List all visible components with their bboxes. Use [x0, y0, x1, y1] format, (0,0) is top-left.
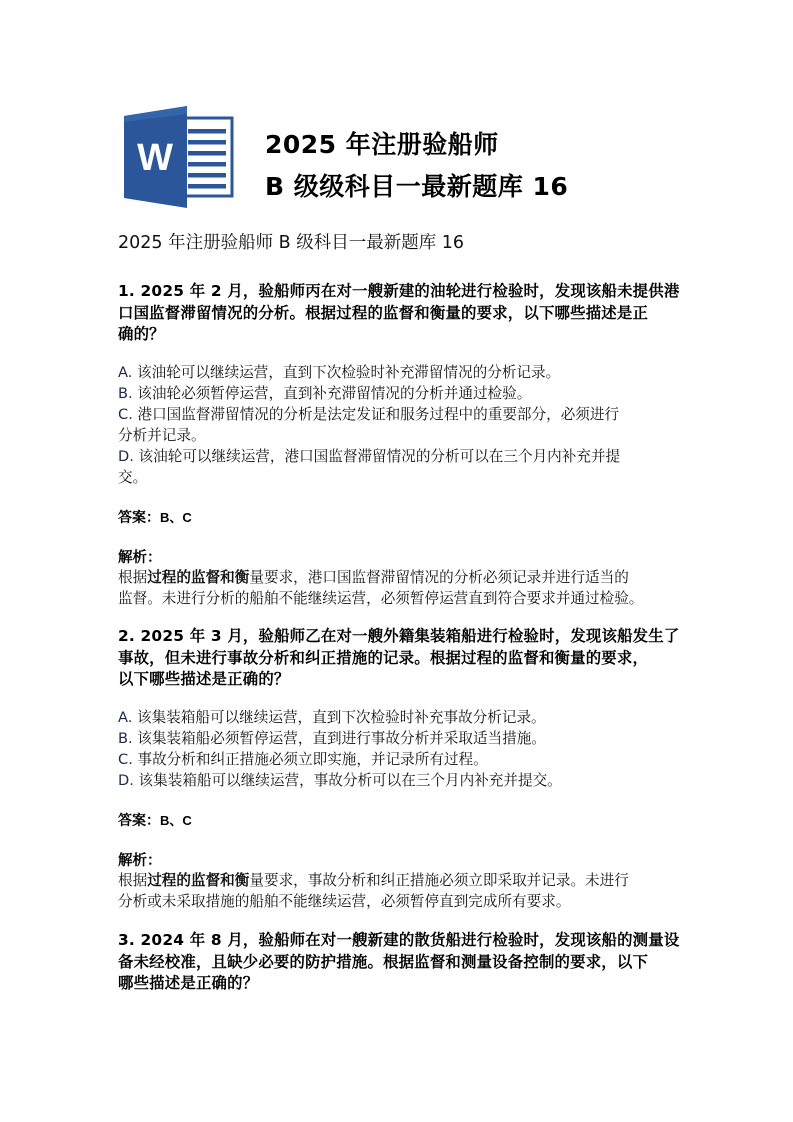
option-c — [118, 404, 619, 425]
option-text: 该集装箱船可以继续运营，直到下次检验时补充事故分析记录。 — [137, 709, 546, 726]
question-stem-line: 备未经校准，且缺少必要的防护措施。根据监督和测量设备控制的要求，以下 — [118, 953, 649, 971]
option-text: 该油轮必须暂停运营，直到补充滞留情况的分析并通过检验。 — [137, 385, 532, 402]
answer-label: 答案： — [118, 813, 160, 829]
explanation-label: 解析： — [118, 550, 162, 566]
option-text: 该集装箱船可以继续运营，事故分析可以在三个月内补充并提交。 — [138, 772, 562, 789]
option-letter: A. — [118, 364, 133, 381]
question-stem-line: 口国监督滞留情况的分析。根据过程的监督和衡量的要求，以下哪些描述是正 — [118, 304, 649, 322]
explanation-emphasis: 过程的监督和衡 — [147, 569, 250, 586]
question-stem-line: 确的？ — [118, 325, 165, 343]
document-title-line-2: B 级级科目一最新题库 16 — [265, 172, 569, 201]
explanation-line-1 — [118, 870, 629, 891]
option-b — [118, 383, 531, 404]
option-letter: A. — [118, 709, 133, 726]
option-d — [118, 770, 562, 791]
explanation-emphasis: 过程的监督和衡 — [147, 872, 250, 889]
option-d — [118, 446, 620, 467]
question-stem-line: 3. 2024 年 8 月，验船师在对一艘新建的散货船进行检验时，发现该船的测量设 — [118, 931, 680, 949]
option-text: 该集装箱船必须暂停运营，直到进行事故分析并采取适当措施。 — [137, 730, 546, 747]
question-stem-line: 哪些描述是正确的？ — [118, 974, 259, 992]
option-letter: D. — [118, 448, 134, 465]
explanation-text: 量要求，港口国监督滞留情况的分析必须记录并进行适当的 — [249, 569, 629, 586]
word-document-icon — [124, 106, 234, 208]
answer-value: B、C — [160, 813, 192, 828]
explanation-line-2: 分析或未采取措施的船舶不能继续运营，必须暂停直到完成所有要求。 — [118, 893, 571, 910]
option-letter: B. — [118, 730, 133, 747]
explanation-line-1 — [118, 567, 629, 588]
option-text: 事故分析和纠正措施必须立即实施，并记录所有过程。 — [137, 751, 488, 768]
option-c — [118, 749, 488, 770]
document-title-line-1: 2025 年注册验船师 — [265, 130, 499, 159]
document-subtitle: 2025 年注册验船师 B 级科目一最新题库 16 — [118, 233, 465, 253]
answer-label: 答案： — [118, 510, 160, 526]
option-c-continued: 分析并记录。 — [118, 427, 206, 444]
explanation-line-2: 监督。未进行分析的船舶不能继续运营，必须暂停运营直到符合要求并通过检验。 — [118, 590, 644, 607]
explanation-text: 量要求，事故分析和纠正措施必须立即采取并记录。未进行 — [249, 872, 629, 889]
question-stem-line: 2. 2025 年 3 月，验船师乙在对一艘外籍集装箱船进行检验时，发现该船发生了 — [118, 627, 680, 645]
option-text: 该油轮可以继续运营，直到下次检验时补充滞留情况的分析记录。 — [137, 364, 561, 381]
option-letter: C. — [118, 751, 133, 768]
explanation-label: 解析： — [118, 853, 162, 869]
question-stem-line: 以下哪些描述是正确的？ — [118, 670, 290, 688]
answer — [118, 507, 192, 529]
option-letter: D. — [118, 772, 134, 789]
option-text: 该油轮可以继续运营，港口国监督滞留情况的分析可以在三个月内补充并提 — [138, 448, 621, 465]
option-a — [118, 362, 560, 383]
answer — [118, 810, 192, 832]
option-letter: C. — [118, 406, 133, 423]
option-letter: B. — [118, 385, 133, 402]
question-stem-line: 事故，但未进行事故分析和纠正措施的记录。根据过程的监督和衡量的要求， — [118, 649, 649, 667]
option-text: 港口国监督滞留情况的分析是法定发证和服务过程中的重要部分，必须进行 — [137, 406, 620, 423]
explanation-text: 根据 — [118, 569, 148, 586]
svg-text:W: W — [137, 137, 173, 179]
question-stem-line: 1. 2025 年 2 月，验船师丙在对一艘新建的油轮进行检验时，发现该船未提供港 — [118, 282, 680, 300]
answer-value: B、C — [160, 510, 192, 525]
option-b — [118, 728, 546, 749]
option-d-continued: 交。 — [118, 469, 148, 486]
explanation-text: 根据 — [118, 872, 148, 889]
option-a — [118, 707, 546, 728]
